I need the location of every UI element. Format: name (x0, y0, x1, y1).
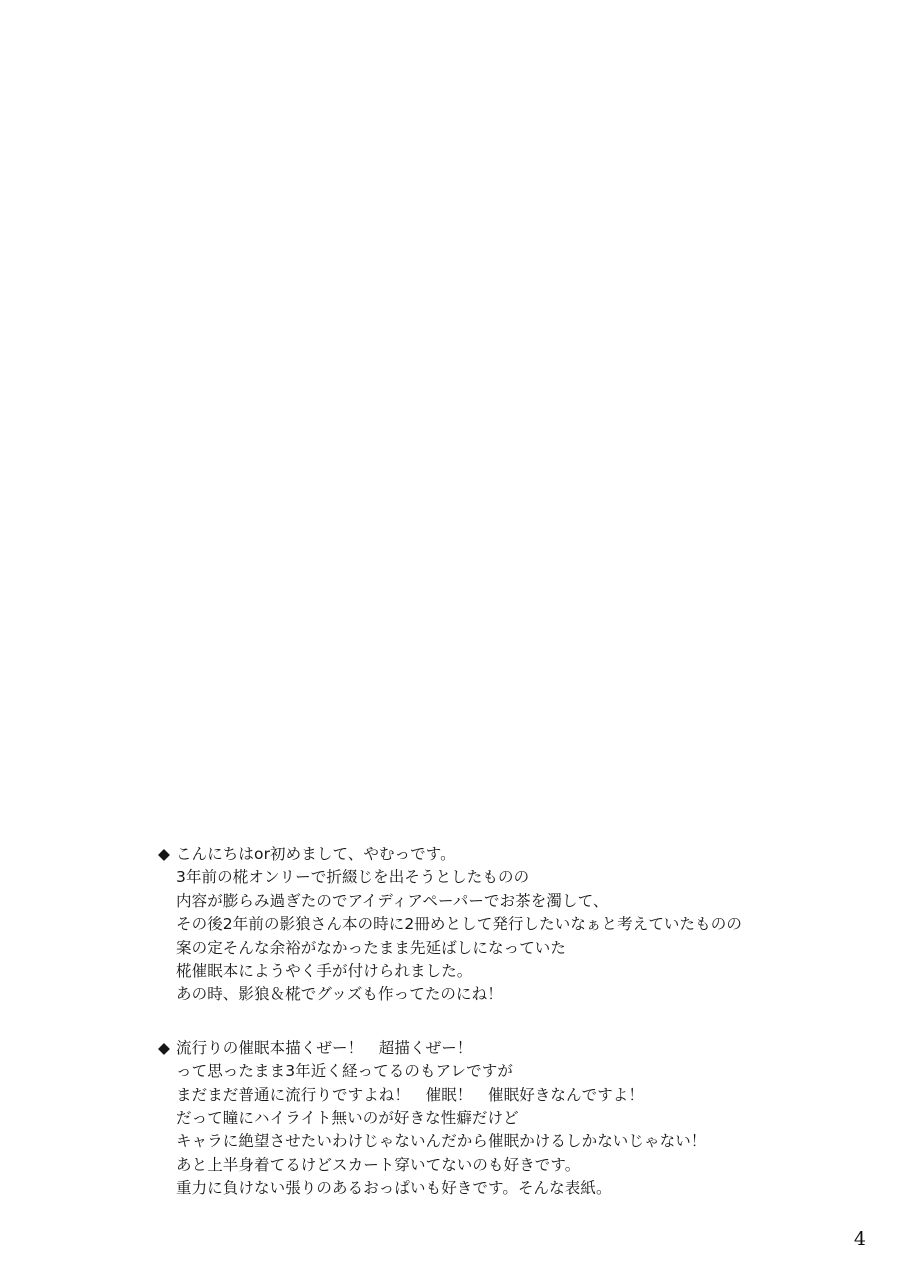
line-text: こんにちはor初めまして、やむっです。 (176, 845, 456, 863)
text-line: 重力に負けない張りのあるおっぱいも好きです。そんな表紙。 (176, 1179, 612, 1198)
text-line: 案の定そんな余裕がなかったまま先延ばしになっていた (176, 938, 567, 957)
text-line: 3年前の椛オンリーで折綴じを出そうとしたものの (176, 868, 530, 887)
text-line: まだまだ普通に流行りですよね！ 催眠！ 催眠好きなんですよ！ (176, 1085, 645, 1104)
text-line: 椛催眠本にようやく手が付けられました。 (176, 962, 473, 981)
text-line: あの時、影狼＆椛でグッズも作ってたのにね！ (176, 985, 503, 1004)
text-line: だって瞳にハイライト無いのが好きな性癖だけど (176, 1109, 519, 1128)
text-line (158, 1037, 858, 1060)
text-line: あと上半身着てるけどスカート穿いてないのも好きです。 (176, 1155, 581, 1174)
paragraph-1 (158, 843, 858, 1007)
text-line: その後2年前の影狼さん本の時に2冊めとして発行したいなぁと考えていたものの (176, 915, 742, 934)
paragraph-2 (158, 1037, 858, 1201)
text-line: キャラに絶望させたいわけじゃないんだから催眠かけるしかないじゃない！ (176, 1132, 707, 1151)
text-line: って思ったまま3年近く経ってるのもアレですが (176, 1062, 513, 1081)
bullet-icon: ◆ (158, 1038, 171, 1057)
afterword-text-block (158, 843, 858, 1201)
line-text: 流行りの催眠本描くぜー！ 超描くぜー！ (176, 1038, 473, 1057)
bullet-icon: ◆ (158, 845, 171, 863)
page-number: 4 (853, 1228, 866, 1250)
text-line (158, 843, 858, 866)
text-line: 内容が膨らみ過ぎたのでアイディアペーパーでお茶を濁して、 (176, 891, 609, 910)
